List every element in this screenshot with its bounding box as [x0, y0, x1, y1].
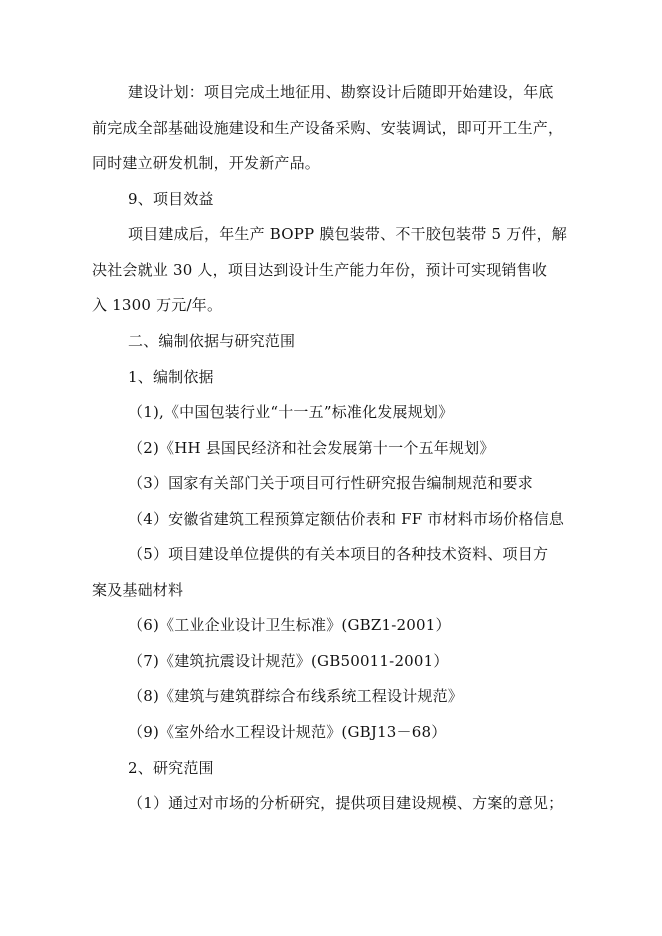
benefit-line-1: 项目建成后，年生产 BOPP 膜包装带、不干胶包装带 5 万件，解 [128, 225, 568, 243]
basis-item: （8)《建筑与建筑群综合布线系统工程设计规范》 [128, 687, 463, 705]
benefit-line-2: 决社会就业 30 人，项目达到设计生产能力年份，预计可实现销售收 [92, 261, 548, 279]
basis-item: （7)《建筑抗震设计规范》(GB50011-2001） [128, 652, 449, 670]
plan-line-1: 建设计划：项目完成土地征用、勘察设计后随即开始建设，年底 [128, 83, 554, 101]
basis-item: （1),《中国包装行业“十一五”标准化发展规划》 [128, 403, 454, 421]
scope-heading: 2、研究范围 [128, 759, 214, 777]
basis-item-continuation: 案及基础材料 [92, 581, 184, 599]
scope-item: （1）通过对市场的分析研究，提供项目建设规模、方案的意见； [128, 794, 564, 812]
section-heading: 二、编制依据与研究范围 [128, 332, 296, 350]
basis-item: （3）国家有关部门关于项目可行性研究报告编制规范和要求 [128, 474, 533, 492]
basis-item: （4）安徽省建筑工程预算定额估价表和 FF 市材料市场价格信息 [128, 510, 565, 528]
plan-line-2: 前完成全部基础设施建设和生产设备采购、安装调试，即可开工生产， [92, 119, 564, 137]
basis-item: （5）项目建设单位提供的有关本项目的各种技术资料、项目方 [128, 545, 549, 563]
benefit-line-3: 入 1300 万元/年。 [92, 296, 223, 314]
basis-item: （6)《工业企业设计卫生标准》(GBZ1-2001） [128, 616, 451, 634]
basis-item: （2)《HH 县国民经济和社会发展第十一个五年规划》 [128, 439, 495, 457]
benefit-heading: 9、项目效益 [128, 190, 214, 208]
basis-item: （9)《室外给水工程设计规范》(GBJ13－68） [128, 723, 447, 741]
plan-line-3: 同时建立研发机制，开发新产品。 [92, 154, 321, 172]
basis-heading: 1、编制依据 [128, 368, 214, 386]
